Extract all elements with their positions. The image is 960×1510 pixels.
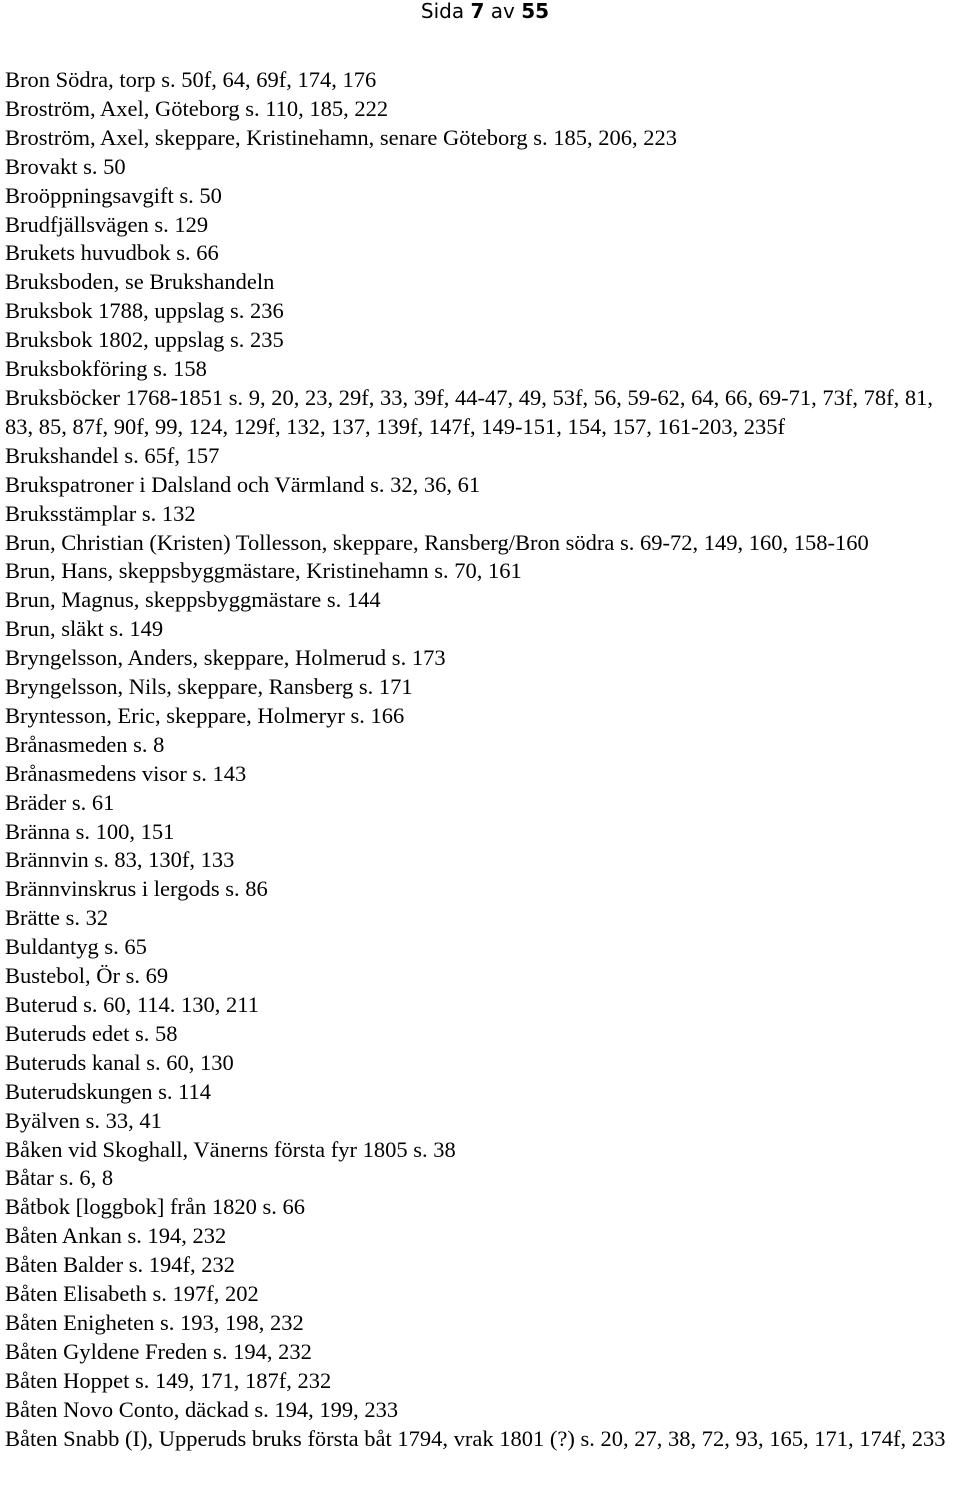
index-entry: Buteruds kanal s. 60, 130 <box>5 1049 234 1075</box>
index-entry: Bräder s. 61 <box>5 789 115 815</box>
index-entry: Bruksbok 1788, uppslag s. 236 <box>5 298 284 324</box>
page-header <box>0 0 960 28</box>
index-entry: Brun, släkt s. 149 <box>5 616 164 642</box>
index-entry: Brun, Christian (Kristen) Tollesson, skeppare, Ransberg/Bron södra s. 69-72, 149, 160, 158-160 <box>5 529 869 555</box>
index-entry: Bruksboden, se Brukshandeln <box>5 269 275 295</box>
index-entry: Båten Balder s. 194f, 232 <box>5 1252 235 1278</box>
index-entry: Buldantyg s. 65 <box>5 934 147 960</box>
index-entry: Båten Hoppet s. 149, 171, 187f, 232 <box>5 1367 332 1393</box>
index-entry: Båten Novo Conto, däckad s. 194, 199, 233 <box>5 1396 399 1422</box>
index-entry: Broström, Axel, Göteborg s. 110, 185, 222 <box>5 95 389 121</box>
index-entry: Båtar s. 6, 8 <box>5 1165 114 1191</box>
index-entry: Brun, Hans, skeppsbyggmästare, Kristinehamn s. 70, 161 <box>5 558 522 584</box>
index-entry: Bruksbok 1802, uppslag s. 235 <box>5 327 284 353</box>
index-entry: Båten Elisabeth s. 197f, 202 <box>5 1281 259 1307</box>
index-entry: Båten Enigheten s. 193, 198, 232 <box>5 1309 304 1335</box>
index-entry: Brånasmedens visor s. 143 <box>5 760 247 786</box>
index-entry: Båten Ankan s. 194, 232 <box>5 1223 227 1249</box>
index-entry: Brånasmeden s. 8 <box>5 731 165 757</box>
index-entry: Brätte s. 32 <box>5 905 109 931</box>
index-entry: Båken vid Skoghall, Vänerns första fyr 1805 s. 38 <box>5 1136 456 1162</box>
index-entry: Bustebol, Ör s. 69 <box>5 963 169 989</box>
index-entry: Buteruds edet s. 58 <box>5 1020 178 1046</box>
total-pages-number: 55 <box>521 0 550 23</box>
index-entry: Bruksbokföring s. 158 <box>5 356 207 382</box>
index-entry: Båtbok [loggbok] från 1820 s. 66 <box>5 1194 305 1220</box>
index-entry: Brännvin s. 83, 130f, 133 <box>5 847 235 873</box>
index-entry-list <box>5 66 955 1454</box>
current-page-number: 7 <box>470 0 485 23</box>
index-entry: Buterudskungen s. 114 <box>5 1078 212 1104</box>
index-entry: Bryntesson, Eric, skeppare, Holmeryr s. 166 <box>5 702 405 728</box>
index-entry: Brukshandel s. 65f, 157 <box>5 442 220 468</box>
index-entry: Bruksstämplar s. 132 <box>5 500 196 526</box>
index-entry: Bruksböcker 1768-1851 s. 9, 20, 23, 29f, 33, 39f, 44-47, 49, 53f, 56, 59-62, 64, 66, 69-71, 73f, 78f, 81, 83, 85, 87f, 90f, 99, 124, 129f, 132, 137, 139f, 147f, 149-151, 154, 157, 161-203, 235f <box>5 384 934 439</box>
index-entry: Bränna s. 100, 151 <box>5 818 175 844</box>
index-entry: Bron Södra, torp s. 50f, 64, 69f, 174, 176 <box>5 67 377 92</box>
index-entry: Buterud s. 60, 114. 130, 211 <box>5 992 259 1017</box>
index-entry: Bryngelsson, Anders, skeppare, Holmerud s. 173 <box>5 645 446 671</box>
index-entry: Bryngelsson, Nils, skeppare, Ransberg s. 171 <box>5 674 413 700</box>
index-entry: Brukets huvudbok s. 66 <box>5 240 219 266</box>
page-of-label: av <box>490 0 515 23</box>
index-entry: Brovakt s. 50 <box>5 153 126 179</box>
index-entry: Brudfjällsvägen s. 129 <box>5 211 209 237</box>
index-entry: Broström, Axel, skeppare, Kristinehamn, senare Göteborg s. 185, 206, 223 <box>5 124 677 150</box>
index-entry: Båten Snabb (I), Upperuds bruks första båt 1794, vrak 1801 (?) s. 20, 27, 38, 72, 93, 165, 171, 174f, 233 <box>5 1425 946 1451</box>
index-entry: Brännvinskrus i lergods s. 86 <box>5 876 268 902</box>
index-entry: Brukspatroner i Dalsland och Värmland s. 32, 36, 61 <box>5 471 481 497</box>
index-entry: Byälven s. 33, 41 <box>5 1107 162 1133</box>
page-label: Sida <box>420 0 465 23</box>
index-entry: Broöppningsavgift s. 50 <box>5 182 222 208</box>
index-entry: Brun, Magnus, skeppsbyggmästare s. 144 <box>5 587 381 613</box>
index-entry: Båten Gyldene Freden s. 194, 232 <box>5 1338 312 1364</box>
